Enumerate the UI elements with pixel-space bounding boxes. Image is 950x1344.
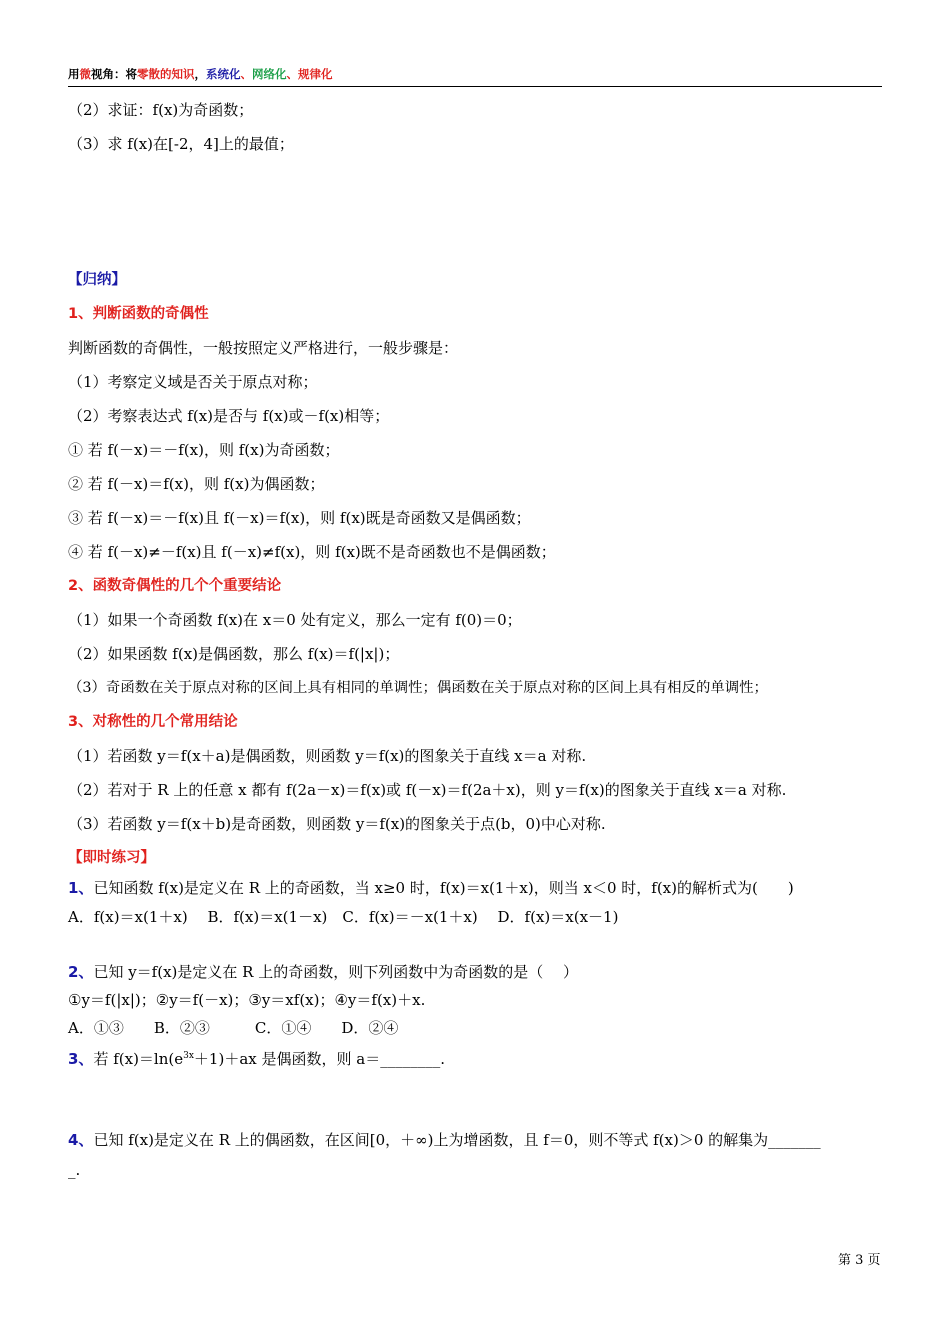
exercise-1-text: 已知函数 f(x)是定义在 R 上的奇函数，当 x≥0 时，f(x)＝x(1＋x)，则当 x＜0 时，f(x)的解析式为( ) bbox=[93, 879, 794, 897]
summary-title: 【归纳】 bbox=[68, 272, 126, 288]
section-2-line: （1）如果一个奇函数 f(x)在 x＝0 处有定义，那么一定有 f(0)＝0； bbox=[68, 611, 522, 629]
header-text-7: 、 bbox=[240, 67, 252, 81]
exercise-2-items: ①y＝f(|x|)；②y＝f(－x)；③y＝xf(x)；④y＝f(x)＋x. bbox=[68, 991, 426, 1009]
header-text-1: 用 bbox=[68, 67, 80, 81]
problem-part-3: （3）求 f(x)在[-2，4]上的最值； bbox=[68, 135, 294, 153]
header-divider bbox=[68, 86, 882, 87]
section-1-line: ② 若 f(－x)＝f(x)，则 f(x)为偶函数； bbox=[68, 475, 325, 493]
exercise-2-options: A．①③ B．②③ C．①④ D．②④ bbox=[68, 1019, 399, 1037]
exercise-3-superscript: 3x bbox=[183, 1051, 194, 1061]
exercise-2-number: 2、 bbox=[68, 963, 94, 981]
section-1-line: ④ 若 f(－x)≠－f(x)且 f(－x)≠f(x)，则 f(x)既不是奇函数也不是偶函数； bbox=[68, 543, 556, 561]
header-text-4: 零散的知识 bbox=[137, 67, 195, 81]
header-text-6: 系统化 bbox=[206, 67, 241, 81]
header-text-5: ， bbox=[194, 67, 206, 81]
header-text-3: 视角：将 bbox=[91, 67, 137, 81]
exercise-3-text-b: ＋1)＋ax 是偶函数，则 a＝________. bbox=[193, 1050, 445, 1068]
exercise-1-stem bbox=[68, 878, 794, 898]
exercise-4-continuation: _. bbox=[68, 1161, 81, 1179]
section-2-line: （3）奇函数在关于原点对称的区间上具有相同的单调性；偶函数在关于原点对称的区间上具有相反的单调性； bbox=[68, 680, 768, 696]
header-text-10: 规律化 bbox=[298, 67, 333, 81]
exercise-3-number: 3、 bbox=[68, 1050, 94, 1068]
exercise-3-stem bbox=[68, 1046, 445, 1069]
header-text-2: 微 bbox=[79, 67, 91, 81]
section-1-line: ① 若 f(－x)＝－f(x)，则 f(x)为奇函数； bbox=[68, 441, 340, 459]
section-1-heading: 1、判断函数的奇偶性 bbox=[68, 306, 209, 322]
exercise-1-number: 1、 bbox=[68, 879, 94, 897]
problem-part-2: （2）求证：f(x)为奇函数； bbox=[68, 101, 254, 119]
exercise-3-text-a: 若 f(x)＝ln(e bbox=[93, 1050, 184, 1068]
page-number: 第 3 页 bbox=[838, 1253, 881, 1268]
header-text-9: 、 bbox=[286, 67, 298, 81]
section-1-line: （1）考察定义域是否关于原点对称； bbox=[68, 373, 318, 391]
section-2-line: （2）如果函数 f(x)是偶函数，那么 f(x)＝f(|x|)； bbox=[68, 645, 400, 663]
practice-title: 【即时练习】 bbox=[68, 850, 155, 866]
section-3-heading: 3、对称性的几个常用结论 bbox=[68, 714, 238, 730]
exercise-1-options: A．f(x)＝x(1＋x) B．f(x)＝x(1－x) C．f(x)＝－x(1＋x) D．f(x)＝x(x－1) bbox=[68, 908, 619, 926]
section-1-line: 判断函数的奇偶性，一般按照定义严格进行，一般步骤是： bbox=[68, 339, 459, 357]
section-1-line: ③ 若 f(－x)＝－f(x)且 f(－x)＝f(x)，则 f(x)既是奇函数又是偶函数； bbox=[68, 509, 531, 527]
page-header bbox=[68, 66, 882, 86]
section-3-line: （1）若函数 y＝f(x＋a)是偶函数，则函数 y＝f(x)的图象关于直线 x＝a 对称. bbox=[68, 747, 587, 765]
exercise-2-stem bbox=[68, 962, 578, 982]
section-3-line: （2）若对于 R 上的任意 x 都有 f(2a－x)＝f(x)或 f(－x)＝f(2a＋x)，则 y＝f(x)的图象关于直线 x＝a 对称. bbox=[68, 781, 787, 799]
section-3-line: （3）若函数 y＝f(x＋b)是奇函数，则函数 y＝f(x)的图象关于点(b，0)中心对称. bbox=[68, 815, 606, 833]
exercise-4-stem bbox=[68, 1130, 821, 1150]
exercise-2-text: 已知 y＝f(x)是定义在 R 上的奇函数，则下列函数中为奇函数的是（ ） bbox=[93, 963, 578, 981]
section-1-line: （2）考察表达式 f(x)是否与 f(x)或－f(x)相等； bbox=[68, 407, 390, 425]
exercise-4-text: 已知 f(x)是定义在 R 上的偶函数，在区间[0，＋∞)上为增函数，且 f＝0，则不等式 f(x)＞0 的解集为_______ bbox=[93, 1131, 821, 1149]
header-text-8: 网络化 bbox=[252, 67, 287, 81]
section-2-heading: 2、函数奇偶性的几个个重要结论 bbox=[68, 578, 282, 594]
exercise-4-number: 4、 bbox=[68, 1131, 94, 1149]
